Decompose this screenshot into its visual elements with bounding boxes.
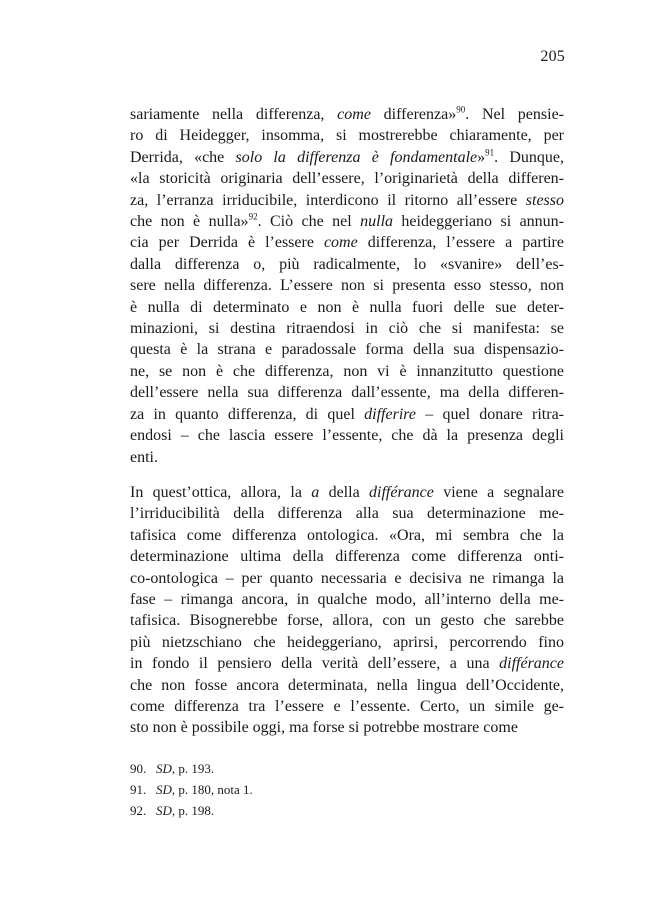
text-line xyxy=(130,568,564,589)
text-line xyxy=(130,190,564,211)
text-line xyxy=(130,361,564,382)
text-run: endosi – che lascia essere l’essente, che dà la presenza degli xyxy=(130,427,564,445)
text-run: , p. 180, nota 1. xyxy=(171,782,253,797)
text-run: differenza, l’essere a partire xyxy=(357,234,564,252)
text-run: l’irriducibilità della differenza alla sua determinazione me- xyxy=(130,505,564,523)
text-run: cia per Derrida è l’essere xyxy=(130,234,324,252)
page-number: 205 xyxy=(540,48,565,65)
text-run: In quest’ottica, allora, la xyxy=(130,483,312,501)
text-run: Derrida, «che xyxy=(130,148,236,166)
italic-text: différance xyxy=(369,483,434,501)
text-run: fase – rimanga ancora, in qualche modo, all’interno della me- xyxy=(130,590,564,608)
text-run: viene a segnalare xyxy=(433,483,565,501)
text-run: ne, se non è che differenza, non vi è innanzitutto questione xyxy=(130,362,564,380)
text-line xyxy=(130,546,564,567)
footnote-number: 90. xyxy=(130,761,147,776)
footnote-reference: 92 xyxy=(248,211,258,222)
text-line xyxy=(130,339,564,360)
text-line xyxy=(130,425,564,446)
text-run: minazioni, si destina ritraendosi in ciò che si manifesta: se xyxy=(130,320,564,338)
text-run: » xyxy=(477,148,486,166)
text-run: che non è nulla» xyxy=(130,213,249,231)
footnotes xyxy=(130,758,564,821)
footnote-reference: 90 xyxy=(456,104,466,115)
italic-text: differire xyxy=(364,405,416,423)
text-run: dell’essere nella sua differenza dall’essente, ma della differen- xyxy=(130,384,564,402)
italic-text: différance xyxy=(499,655,564,673)
footnote xyxy=(130,758,564,779)
footnote-number: 92. xyxy=(130,803,147,818)
italic-text: SD xyxy=(156,761,172,776)
text-run: . Nel pensie- xyxy=(465,106,565,123)
text-line xyxy=(130,610,564,631)
italic-text: solo la differenza è fondamentale xyxy=(235,148,478,166)
text-run: sere nella differenza. L’essere non si presenta esso stesso, non xyxy=(130,277,564,295)
text-line xyxy=(130,125,564,146)
text-line xyxy=(130,232,564,253)
text-run: , p. 198. xyxy=(171,803,215,818)
text-line xyxy=(130,211,564,232)
text-run: . Dunque, xyxy=(494,148,565,166)
text-line xyxy=(130,632,564,653)
text-run: . Ciò che nel xyxy=(257,213,361,231)
text-run: co-ontologica – per quanto necessaria e decisiva ne rimanga la xyxy=(130,569,564,587)
text-run: enti. xyxy=(130,448,158,466)
text-run: heideggeriano si annun- xyxy=(393,213,565,231)
text-run: questa è la strana e paradossale forma della sua dispensazio- xyxy=(130,341,564,359)
body-text xyxy=(130,104,564,753)
italic-text: stesso xyxy=(525,191,564,209)
text-line xyxy=(130,525,564,546)
text-line xyxy=(130,147,564,168)
text-run: sto non è possibile oggi, ma forse si potrebbe mostrare come xyxy=(130,719,518,737)
paragraph xyxy=(130,482,564,739)
text-line xyxy=(130,297,564,318)
italic-text: a xyxy=(311,483,320,501)
text-line xyxy=(130,653,564,674)
text-run: come differenza tra l’essere e l’essente. Certo, un simile ge- xyxy=(130,697,564,715)
text-line xyxy=(130,382,564,403)
text-line xyxy=(130,404,564,425)
footnote-reference: 91 xyxy=(485,147,495,158)
footnote xyxy=(130,779,564,800)
text-run: è nulla di determinato e non è nulla fuori delle sue deter- xyxy=(130,298,564,316)
italic-text: nulla xyxy=(360,213,394,231)
text-line xyxy=(130,447,564,468)
text-line xyxy=(130,589,564,610)
text-run: determinazione ultima della differenza come differenza onti- xyxy=(130,548,564,566)
text-line xyxy=(130,104,564,125)
text-line xyxy=(130,168,564,189)
paragraph xyxy=(130,104,564,468)
text-run: ro di Heidegger, insomma, si mostrerebbe chiaramente, per xyxy=(130,127,564,145)
text-line xyxy=(130,503,564,524)
italic-text: come xyxy=(337,106,371,123)
italic-text: SD xyxy=(156,782,172,797)
text-run: tafisica. Bisognerebbe forse, allora, con un gesto che sarebbe xyxy=(130,612,564,630)
text-line xyxy=(130,696,564,717)
text-run: , p. 193. xyxy=(171,761,215,776)
text-run: della xyxy=(319,483,369,501)
text-line xyxy=(130,275,564,296)
text-run: differenza» xyxy=(370,106,457,123)
text-run: za, l’erranza irriducibile, interdicono il ritorno all’essere xyxy=(130,191,526,209)
footnote-number: 91. xyxy=(130,782,147,797)
text-run: in fondo il pensiero della verità dell’essere, a una xyxy=(130,655,500,673)
text-line xyxy=(130,675,564,696)
text-run: «la storicità originaria dell’essere, l’originarietà della differen- xyxy=(130,170,564,188)
text-run: – quel donare ritra- xyxy=(416,405,564,423)
text-run: più nietzschiano che heideggeriano, aprirsi, percorrendo fino xyxy=(130,633,564,651)
italic-text: come xyxy=(323,234,358,252)
text-line xyxy=(130,482,564,503)
text-run: sariamente nella differenza, xyxy=(130,106,338,123)
footnote xyxy=(130,800,564,821)
text-line xyxy=(130,254,564,275)
italic-text: SD xyxy=(156,803,172,818)
text-run: che non fosse ancora determinata, nella lingua dell’Occidente, xyxy=(130,676,564,694)
text-line xyxy=(130,318,564,339)
text-line xyxy=(130,717,564,738)
text-run: za in quanto differenza, di quel xyxy=(130,405,365,423)
text-run: tafisica come differenza ontologica. «Ora, mi sembra che la xyxy=(130,526,564,544)
text-run: dalla differenza o, più radicalmente, lo «svanire» dell’es- xyxy=(130,255,564,273)
